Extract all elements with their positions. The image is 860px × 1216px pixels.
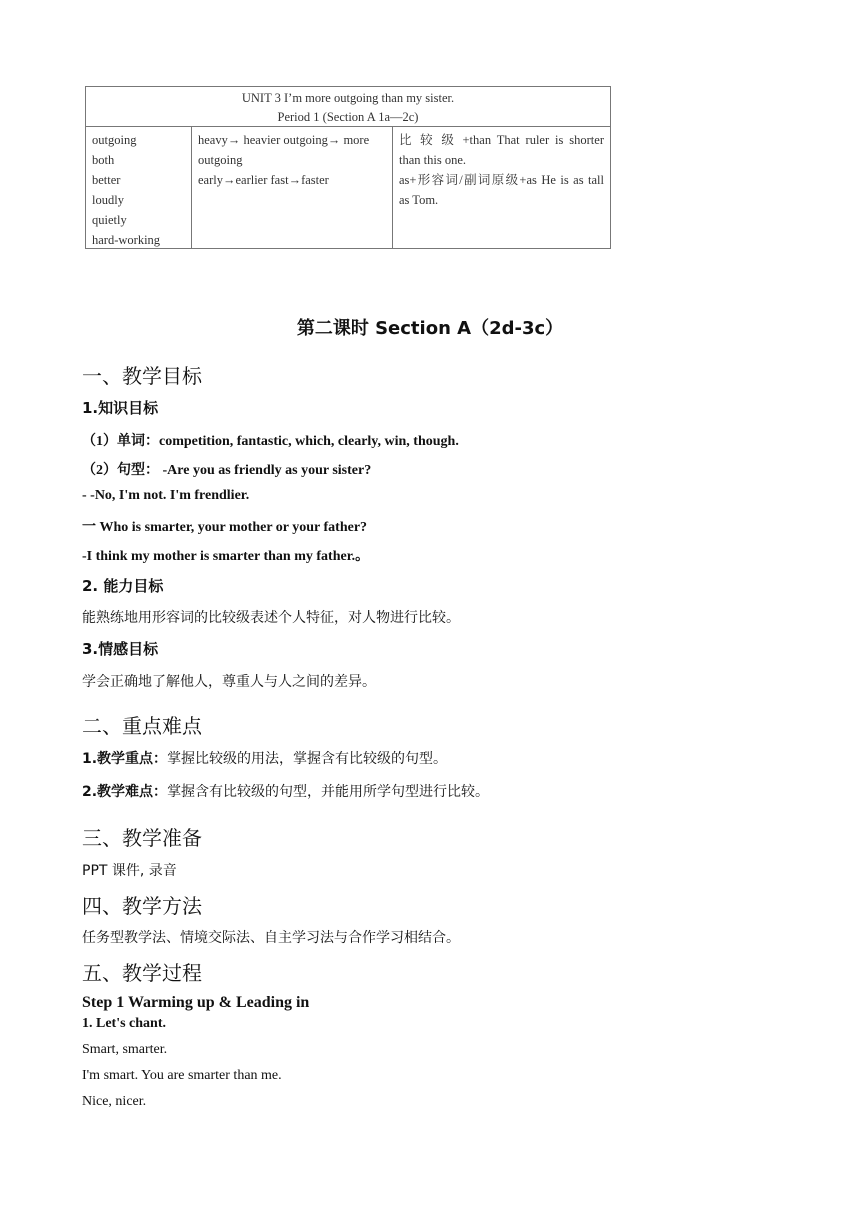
difficulty-line [82, 781, 489, 801]
dialogue-line: - -No, I'm not. I'm frendlier. [82, 488, 250, 503]
vocabulary-line: （1）单词：competition, fantastic, which, clearly, win, though. [82, 434, 459, 449]
difficulty-text: 掌握含有比较级的句型，并能用所学句型进行比较。 [167, 784, 490, 800]
emotion-goal-heading: 3.情感目标 [82, 640, 159, 658]
table-column-words [86, 127, 192, 248]
chant-heading: 1. Let's chant. [82, 1016, 166, 1031]
table-cell: both [92, 153, 115, 167]
table-cell: 比 较 级 +than That ruler is shorter [399, 133, 604, 147]
table-cell: than this one. [399, 153, 467, 167]
emotion-goal-text: 学会正确地了解他人，尊重人与人之间的差异。 [82, 674, 376, 690]
table-cell: better [92, 173, 121, 187]
section-heading-process: 五、教学过程 [82, 961, 202, 985]
chant-line: Smart, smarter. [82, 1042, 168, 1057]
table-column-comparatives [192, 127, 393, 248]
table-cell: hard-working [92, 233, 161, 247]
difficulty-label: 2.教学难点： [82, 784, 168, 800]
section-heading-methods: 四、教学方法 [82, 894, 202, 918]
table-cell: quietly [92, 213, 127, 227]
section-heading-objectives: 一、教学目标 [82, 364, 202, 388]
table-header [86, 87, 610, 127]
unit-summary-table [85, 86, 611, 249]
dialogue-line: -I think my mother is smarter than my father.。 [82, 549, 370, 564]
chant-line: Nice, nicer. [82, 1094, 147, 1109]
table-cell: as Tom. [399, 193, 439, 207]
table-title: UNIT 3 I’m more outgoing than my sister. [241, 91, 455, 105]
chant-line: I'm smart. You are smarter than me. [82, 1068, 282, 1083]
table-cell: early→earlier fast→faster [198, 173, 329, 187]
knowledge-goal-heading: 1.知识目标 [82, 399, 159, 417]
methods-text: 任务型教学法、情境交际法、自主学习法与合作学习相结合。 [82, 930, 460, 946]
key-point-text: 掌握比较级的用法，掌握含有比较级的句型。 [167, 751, 448, 767]
ability-goal-text: 能熟练地用形容词的比较级表述个人特征，对人物进行比较。 [82, 610, 460, 626]
lesson-title: 第二课时 Section A（2d-3c） [296, 318, 564, 339]
table-cell: heavy→ heavier outgoing→ more [198, 133, 370, 147]
section-heading-key-points: 二、重点难点 [82, 714, 202, 738]
table-column-structures [393, 127, 610, 248]
ability-goal-heading: 2. 能力目标 [82, 577, 164, 595]
table-cell: outgoing [198, 153, 243, 167]
section-heading-preparation: 三、教学准备 [82, 826, 202, 850]
dialogue-line: 一 Who is smarter, your mother or your father? [82, 520, 368, 535]
table-subtitle: Period 1 (Section A 1a—2c) [277, 110, 419, 124]
preparation-text: PPT 课件, 录音 [82, 863, 177, 879]
table-cell: outgoing [92, 133, 137, 147]
key-point-line [82, 748, 447, 768]
table-cell: as+形容词/副词原级+as He is as tall [399, 173, 604, 187]
key-point-label: 1.教学重点： [82, 751, 168, 767]
sentence-pattern-line: （2）句型： -Are you as friendly as your sister? [82, 463, 372, 478]
step-heading: Step 1 Warming up & Leading in [82, 994, 310, 1011]
table-cell: loudly [92, 193, 124, 207]
